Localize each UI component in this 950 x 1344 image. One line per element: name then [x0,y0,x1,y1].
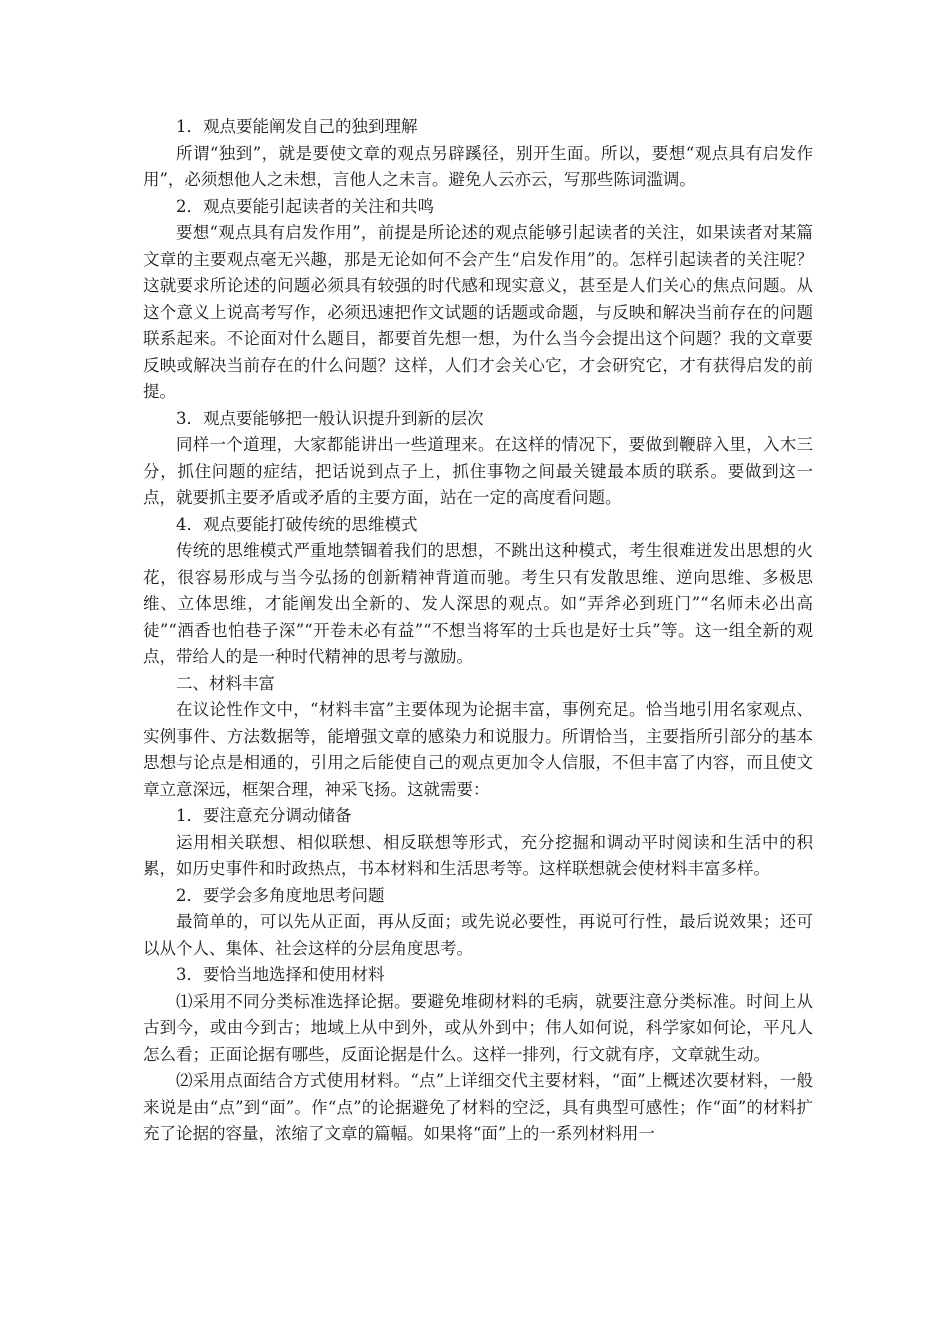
heading-1-mobilize-reserves: 1．要注意充分调动储备 [176,806,352,825]
heading-2-multi-angle: 2．要学会多角度地思考问题 [176,885,385,905]
section-heading-rich-material: 二、材料丰富 [176,673,275,693]
paragraph-unique-insight: 所谓“独到”，就是要使文章的观点另辟蹊径，别开生面。所以，要想“观点具有启发作用”，必须想他人之未想，言他人之未言。避免人云亦云，写那些陈词滥调。 [143,143,813,189]
heading-1-unique-insight: 1．观点要能阐发自己的独到理解 [176,117,418,136]
heading-4-break-tradition: 4．观点要能打破传统的思维模式 [176,514,418,534]
heading-3-new-level: 3．观点要能够把一般认识提升到新的层次 [176,408,484,428]
paragraph-mobilize-reserves: 运用相关联想、相似联想、相反联想等形式，充分挖掘和调动平时阅读和生活中的积累，如历史事件和时政热点，书本材料和生活思考等。这样联想就会使材料丰富多样。 [143,832,813,878]
heading-3-select-material: 3．要恰当地选择和使用材料 [176,965,385,984]
document-body [143,114,813,1148]
paragraph-reader-attention: 要想“观点具有启发作用”，前提是所论述的观点能够引起读者的关注，如果读者对某篇文章的主要观点毫无兴趣，那是无论如何不会产生“启发作用”的。怎样引起读者的关注呢？这就要求所论述的问题必须具有较强的时代感和现实意义，甚至是人们关心的焦点问题。从这个意义上说高考写作，必须迅速把作文试题的话题或命题，与反映和解决当前存在的问题联系起来。不论面对什么题目，都要首先想一想，为什么当今会提出这个问题？我的文章要反映或解决当前存在的什么问题？这样，人们才会关心它，才会研究它，才有获得启发的前提。 [143,223,813,401]
paragraph-new-level: 同样一个道理，大家都能讲出一些道理来。在这样的情况下，要做到鞭辟入里，入木三分，抓住问题的症结，把话说到点子上，抓住事物之间最关键最本质的联系。要做到这一点，就要抓主要矛盾或矛盾的主要方面，站在一定的高度看问题。 [143,435,813,507]
paragraph-point-and-surface: ⑵采用点面结合方式使用材料。“点”上详细交代主要材料，“面”上概述次要材料，一般来说是由“点”到“面”。作“点”的论据避免了材料的空泛，具有典型可感性；作“面”的材料扩充了论据的容量，浓缩了文章的篇幅。如果将“面”上的一系列材料用一 [143,1071,813,1143]
paragraph-break-tradition: 传统的思维模式严重地禁锢着我们的思想，不跳出这种模式，考生很难迸发出思想的火花，很容易形成与当今弘扬的创新精神背道而驰。考生只有发散思维、逆向思维、多极思维、立体思维，才能阐发出全新的、发人深思的观点。如“弄斧必到班门”“名师未必出高徒”“酒香也怕巷子深”“开卷未必有益”“不想当将军的士兵也是好士兵”等。这一组全新的观点，带给人的是一种时代精神的思考与激励。 [143,541,813,666]
paragraph-multi-angle: 最简单的，可以先从正面，再从反面；或先说必要性，再说可行性，最后说效果；还可以从个人、集体、社会这样的分层角度思考。 [143,912,813,958]
heading-2-reader-attention: 2．观点要能引起读者的关注和共鸣 [176,196,434,216]
paragraph-classification: ⑴采用不同分类标准选择论据。要避免堆砌材料的毛病，就要注意分类标准。时间上从古到今，或由今到古；地域上从中到外，或从外到中；伟人如何说，科学家如何论，平凡人怎么看；正面论据有哪些，反面论据是什么。这样一排列，行文就有序，文章就生动。 [143,991,813,1064]
paragraph-rich-material: 在议论性作文中，“材料丰富”主要体现为论据丰富，事例充足。恰当地引用名家观点、实例事件、方法数据等，能增强文章的感染力和说服力。所谓恰当，主要指所引部分的基本思想与论点是相通的，引用之后能使自己的观点更加令人信服，不但丰富了内容，而且使文章立意深远，框架合理，神采飞扬。这就需要： [143,700,813,799]
